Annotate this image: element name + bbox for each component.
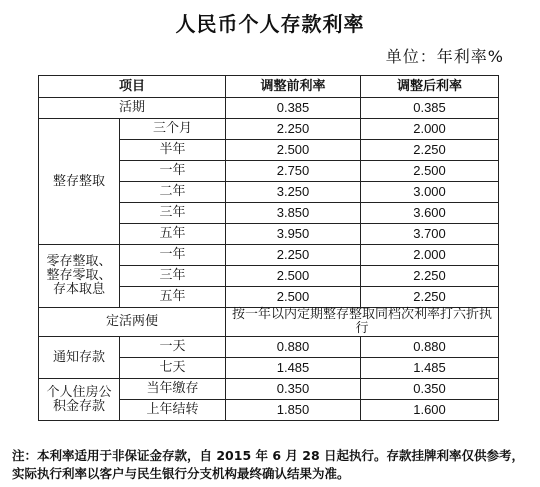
rate-after: 3.700 xyxy=(361,224,499,245)
term-cell: 一年 xyxy=(120,245,226,266)
term-cell: 一天 xyxy=(120,337,226,358)
term-cell: 七天 xyxy=(120,358,226,379)
footnote: 注：本利率适用于非保证金存款，自 2015 年 6 月 28 日起执行。存款挂牌利率仅供参考，实际执行利率以客户与民生银行分支机构最终确认结果为准。 xyxy=(12,448,524,481)
notice-label: 通知存款 xyxy=(39,337,120,379)
demand-after: 0.385 xyxy=(361,98,499,119)
housing-label-line: 个人住房公 xyxy=(46,384,112,400)
rate-after: 3.600 xyxy=(361,203,499,224)
rate-before: 0.880 xyxy=(226,337,361,358)
lump-sum-label: 整存整取 xyxy=(39,119,120,245)
term-cell: 三个月 xyxy=(120,119,226,140)
installment-label-line: 存本取息 xyxy=(52,282,105,297)
rate-before: 2.750 xyxy=(226,161,361,182)
rate-before: 3.950 xyxy=(226,224,361,245)
rate-before: 2.500 xyxy=(226,266,361,287)
term-cell: 五年 xyxy=(120,224,226,245)
header-before: 调整前利率 xyxy=(226,76,361,98)
flexible-label: 定活两便 xyxy=(39,308,226,337)
rate-after: 1.600 xyxy=(361,400,499,421)
rate-after: 3.000 xyxy=(361,182,499,203)
demand-label: 活期 xyxy=(39,98,226,119)
table-row xyxy=(39,337,499,358)
flexible-note: 按一年以内定期整存整取同档次利率打六折执行 xyxy=(226,308,499,337)
rate-before: 2.500 xyxy=(226,140,361,161)
rate-after: 2.000 xyxy=(361,119,499,140)
header-item: 项目 xyxy=(39,76,226,98)
installment-label-line: 零存整取、 xyxy=(46,254,112,269)
page-title: 人民币个人存款利率 xyxy=(175,12,365,36)
rate-table xyxy=(38,75,499,421)
demand-before: 0.385 xyxy=(226,98,361,119)
term-cell: 二年 xyxy=(120,182,226,203)
term-cell: 一年 xyxy=(120,161,226,182)
table-row xyxy=(39,119,499,140)
rate-before: 3.250 xyxy=(226,182,361,203)
installment-label-line: 整存零取、 xyxy=(46,268,112,283)
term-cell: 五年 xyxy=(120,287,226,308)
term-cell: 上年结转 xyxy=(120,400,226,421)
unit-label: 单位：年利率% xyxy=(385,47,504,66)
table-row xyxy=(39,308,499,337)
table-header-row xyxy=(39,76,499,98)
table-row xyxy=(39,98,499,119)
rate-before: 2.250 xyxy=(226,245,361,266)
header-after: 调整后利率 xyxy=(361,76,499,98)
housing-label-line: 积金存款 xyxy=(52,398,105,414)
term-cell: 当年缴存 xyxy=(120,379,226,400)
rate-after: 0.350 xyxy=(361,379,499,400)
table-row xyxy=(39,245,499,266)
term-cell: 三年 xyxy=(120,203,226,224)
rate-after: 2.250 xyxy=(361,287,499,308)
rate-after: 1.485 xyxy=(361,358,499,379)
table-row xyxy=(39,379,499,400)
rate-after: 2.000 xyxy=(361,245,499,266)
rate-before: 1.485 xyxy=(226,358,361,379)
housing-label xyxy=(39,379,120,421)
installment-label xyxy=(39,245,120,308)
rate-before: 1.850 xyxy=(226,400,361,421)
term-cell: 三年 xyxy=(120,266,226,287)
rate-after: 2.500 xyxy=(361,161,499,182)
rate-before: 0.350 xyxy=(226,379,361,400)
rate-before: 2.500 xyxy=(226,287,361,308)
term-cell: 半年 xyxy=(120,140,226,161)
rate-before: 2.250 xyxy=(226,119,361,140)
rate-before: 3.850 xyxy=(226,203,361,224)
rate-after: 0.880 xyxy=(361,337,499,358)
rate-after: 2.250 xyxy=(361,140,499,161)
rate-after: 2.250 xyxy=(361,266,499,287)
